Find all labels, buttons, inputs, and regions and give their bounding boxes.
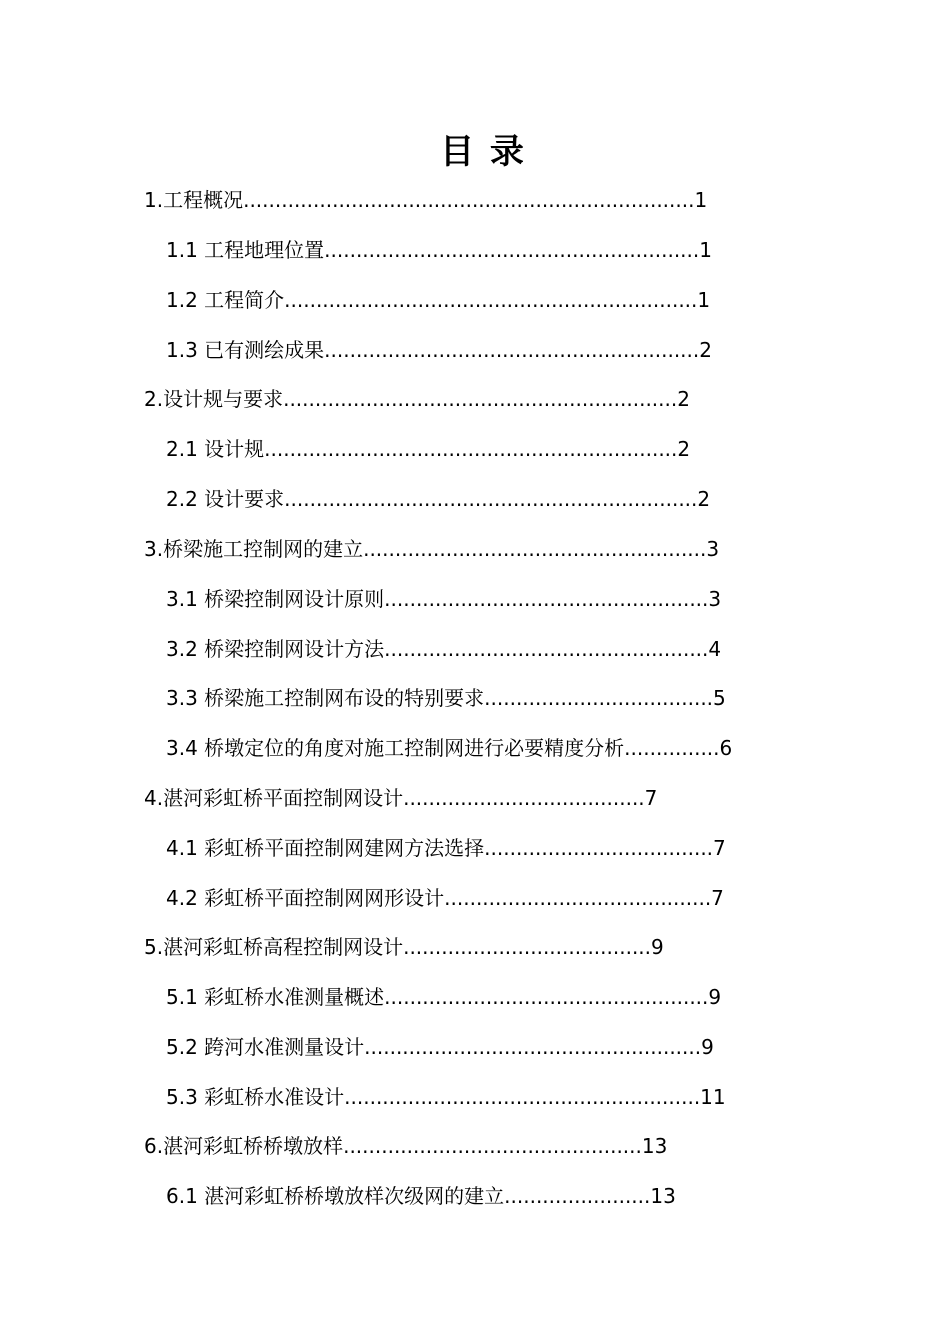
page-title: 目 录	[440, 132, 526, 172]
toc-entry-5-1: 5.1 彩虹桥水准测量概述...................................................9	[166, 985, 722, 1009]
toc-entry-6: 6.湛河彩虹桥桥墩放样...............................................13	[144, 1134, 668, 1158]
toc-entry-2-2: 2.2 设计要求.................................................................2	[166, 487, 711, 511]
toc-entry-4-1: 4.1 彩虹桥平面控制网建网方法选择....................................7	[166, 836, 726, 860]
toc-entry-5-3: 5.3 彩虹桥水准设计........................................................11	[166, 1085, 726, 1109]
toc-entry-3: 3.桥梁施工控制网的建立......................................................3	[144, 537, 720, 561]
toc-entry-3-3: 3.3 桥梁施工控制网布设的特别要求....................................5	[166, 686, 726, 710]
toc-entry-2: 2.设计规与要求..............................................................2	[144, 387, 690, 411]
toc-entry-1-1: 1.1 工程地理位置...........................................................1	[166, 238, 712, 262]
toc-entry-4-2: 4.2 彩虹桥平面控制网网形设计..........................................7	[166, 886, 724, 910]
toc-entry-5-2: 5.2 跨河水准测量设计.....................................................9	[166, 1035, 714, 1059]
toc-entry-1-3: 1.3 已有测绘成果...........................................................2	[166, 338, 712, 362]
toc-entry-3-2: 3.2 桥梁控制网设计方法...................................................4	[166, 637, 722, 661]
toc-entry-4: 4.湛河彩虹桥平面控制网设计......................................7	[144, 786, 658, 810]
toc-entry-1: 1.工程概况.......................................................................1	[144, 188, 708, 212]
toc-entry-2-1: 2.1 设计规.................................................................2	[166, 437, 691, 461]
toc-entry-3-4: 3.4 桥墩定位的角度对施工控制网进行必要精度分析...............6	[166, 736, 733, 760]
toc-entry-5: 5.湛河彩虹桥高程控制网设计.......................................9	[144, 935, 664, 959]
toc-entry-6-1: 6.1 湛河彩虹桥桥墩放样次级网的建立.......................13	[166, 1184, 676, 1208]
toc-entry-3-1: 3.1 桥梁控制网设计原则...................................................3	[166, 587, 722, 611]
toc-entry-1-2: 1.2 工程简介.................................................................1	[166, 288, 711, 312]
